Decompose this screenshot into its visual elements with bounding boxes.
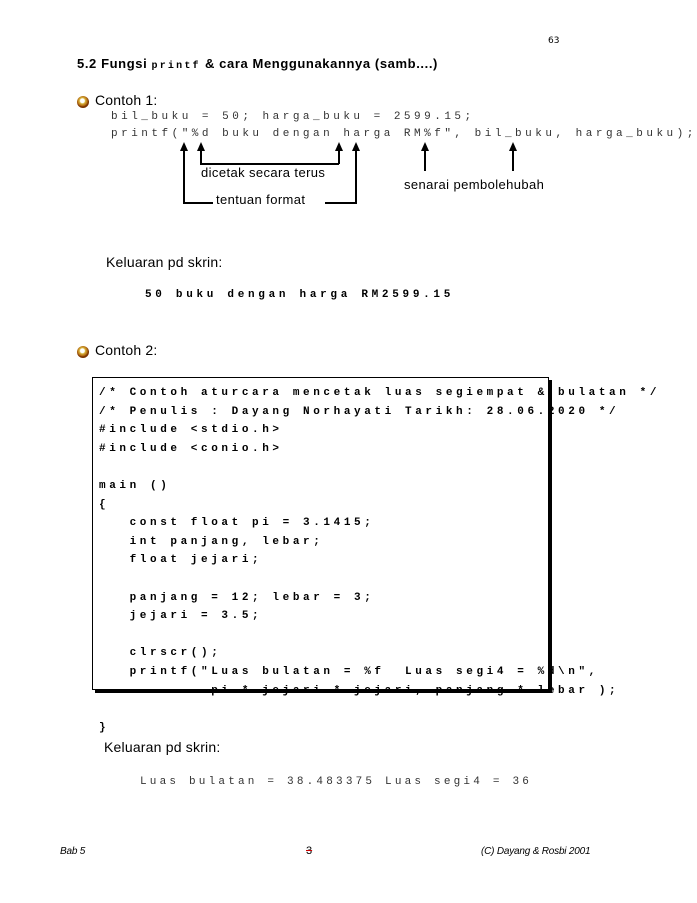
code-line: float jejari; — [99, 554, 263, 567]
connector-line — [338, 150, 340, 164]
footer-chapter: Bab 5 — [60, 846, 86, 857]
code-line: /* Contoh aturcara mencetak luas segiempat & bulatan */ — [99, 387, 661, 399]
section-heading-function: printf — [151, 61, 201, 72]
connector-line — [183, 150, 185, 203]
code-line: printf("Luas bulatan = %f Luas segi4 = %d\n", — [99, 665, 599, 678]
example1-output: 50 buku dengan harga RM2599.15 — [145, 289, 455, 301]
code-line: { — [99, 498, 110, 511]
code-line — [99, 626, 660, 645]
example1-label: Contoh 1: — [95, 92, 158, 108]
code-line: clrscr(); — [99, 647, 222, 660]
code-line — [99, 458, 660, 477]
example2-code — [99, 384, 660, 737]
annotation-literal: dicetak secara terus — [201, 165, 326, 180]
connector-line — [355, 150, 357, 203]
code-line: const float pi = 3.1415; — [99, 517, 375, 530]
connector-line — [183, 202, 213, 204]
example2-output-label: Keluaran pd skrin: — [104, 739, 221, 755]
annotation-variables: senarai pembolehubah — [404, 177, 545, 192]
section-heading — [77, 56, 438, 72]
code-line: #include <conio.h> — [99, 442, 283, 455]
example1-code-line: bil_buku = 50; harga_buku = 2599.15; — [111, 111, 475, 123]
example2-output: Luas bulatan = 38.483375 Luas segi4 = 36 — [140, 776, 533, 788]
page-number: 63 — [548, 36, 560, 46]
connector-line — [424, 150, 426, 171]
code-line: /* Penulis : Dayang Norhayati Tarikh: 28.06.2020 */ — [99, 405, 620, 418]
code-line: int panjang, lebar; — [99, 535, 324, 548]
section-heading-rest: & cara Menggunakannya (samb....) — [204, 56, 438, 71]
example1-output-label: Keluaran pd skrin: — [106, 254, 223, 270]
annotation-format: tentuan format — [216, 192, 306, 207]
bullet-icon — [77, 346, 89, 358]
code-line: #include <stdio.h> — [99, 424, 283, 437]
code-line: main () — [99, 479, 171, 492]
example1-code-line: printf("%d buku dengan harga RM%f", bil_buku, harga_buku); — [111, 128, 697, 140]
connector-line — [200, 150, 202, 164]
code-line: panjang = 12; lebar = 3; — [99, 591, 375, 604]
code-line — [99, 570, 660, 589]
code-line: pi * jejari * jejari, panjang * lebar ); — [99, 684, 620, 697]
code-line: } — [99, 721, 110, 734]
footer-page-number: 3 — [306, 845, 313, 857]
connector-line — [512, 150, 514, 171]
example2-label: Contoh 2: — [95, 342, 158, 358]
section-heading-text: 5.2 Fungsi — [77, 56, 148, 71]
code-line: jejari = 3.5; — [99, 610, 263, 623]
code-line — [99, 700, 660, 719]
footer-copyright: (C) Dayang & Rosbi 2001 — [481, 846, 591, 857]
bullet-icon — [77, 96, 89, 108]
connector-line — [325, 202, 357, 204]
